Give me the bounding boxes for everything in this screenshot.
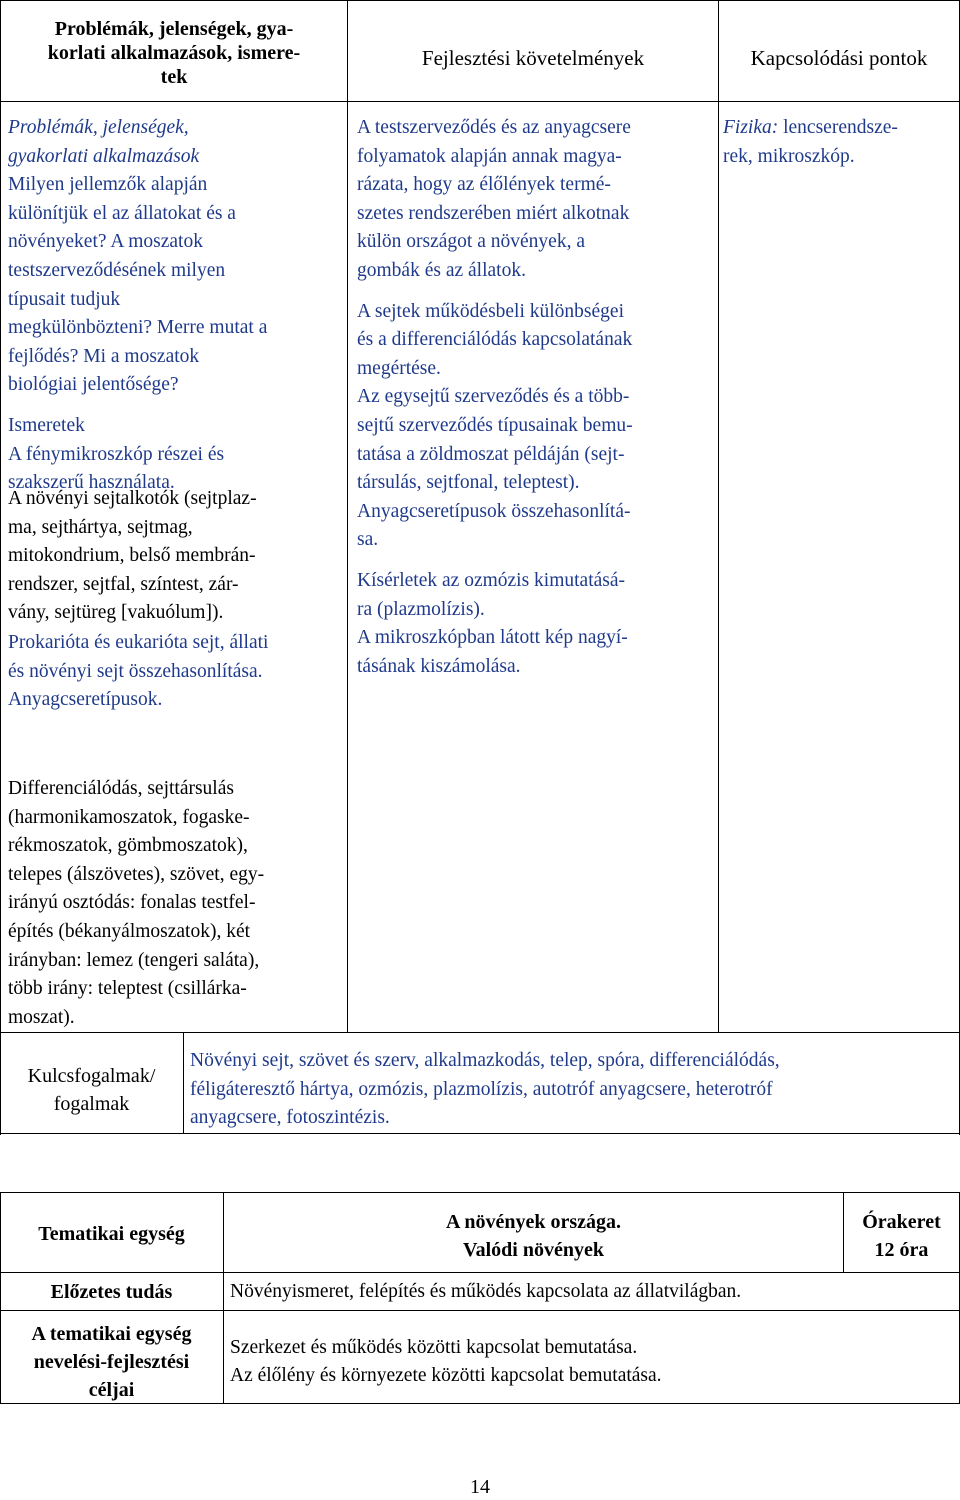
question-line: megkülönbözteni? Merre mutat a: [8, 317, 268, 339]
knowledge-line: A fénymikroszkóp részei és: [8, 443, 225, 465]
differentiation-cell: [8, 775, 346, 1032]
goals-label-line: nevelési-fejlesztési: [33, 1351, 190, 1373]
thematic-unit-table: [0, 1192, 960, 1404]
problems-cell: [8, 114, 346, 498]
subtitle-problems-line: gyakorlati alkalmazások: [8, 145, 200, 167]
knowledge-line: ma, sejthártya, sejtmag,: [8, 516, 193, 538]
hours-label: Órakeret: [862, 1211, 941, 1233]
page-number: 14: [470, 1476, 490, 1498]
req-line: ra (plazmolízis).: [357, 598, 485, 620]
req-line: Kísérletek az ozmózis kimutatásá-: [357, 569, 626, 591]
diff-line: telepes (álszövetes), szövet, egy-: [8, 863, 265, 885]
header-problems: [4, 17, 344, 89]
req-line: gombák és az állatok.: [357, 259, 526, 281]
question-line: biológiai jelentősége?: [8, 374, 179, 396]
req-line: sejtű szerveződés típusainak bemu-: [357, 414, 633, 436]
header-line: Problémák, jelenségek, gya-: [54, 18, 294, 40]
connection-text: rek, mikroszkóp.: [723, 145, 855, 167]
req-line: és a differenciálódás kapcsolatának: [357, 329, 633, 351]
req-line: rázata, hogy az élőlények termé-: [357, 174, 611, 196]
unit-title: [224, 1208, 843, 1264]
header-line: korlati alkalmazások, ismere-: [47, 42, 301, 64]
connections-cell: [723, 114, 957, 171]
hours-value: 12 óra: [874, 1239, 929, 1261]
req-line: Anyagcseretípusok összehasonlítá-: [357, 500, 631, 522]
diff-line: (harmonikamoszatok, fogaske-: [8, 806, 250, 828]
keywords-cell: [190, 1047, 955, 1133]
knowledge-line: Anyagcseretípusok.: [8, 689, 163, 711]
knowledge-line: rendszer, sejtfal, színtest, zár-: [8, 573, 239, 595]
req-line: Az egysejtű szerveződés és a több-: [357, 386, 630, 408]
keyword-line: anyagcsere, fotoszintézis.: [190, 1107, 390, 1129]
req-line: A mikroszkópban látott kép nagyí-: [357, 627, 628, 649]
comparison-cell: [8, 629, 346, 715]
diff-line: moszat).: [8, 1006, 75, 1028]
goals-label-line: céljai: [88, 1379, 135, 1401]
req-line: folyamatok alapján annak magya-: [357, 145, 622, 167]
goal-line: Az élőlény és környezete közötti kapcsolat bemutatása.: [230, 1365, 662, 1386]
keywords-label-line: Kulcsfogalmak/: [27, 1065, 156, 1087]
unit-title-line: Valódi növények: [463, 1239, 604, 1261]
goals-label: [0, 1320, 223, 1404]
req-line: tásának kiszámolása.: [357, 655, 521, 677]
req-line: sa.: [357, 529, 379, 551]
hours-cell: [844, 1208, 959, 1264]
question-line: típusait tudjuk: [8, 288, 121, 310]
subtitle-knowledge: Ismeretek: [8, 414, 85, 436]
subtitle-problems-line: Problémák, jelenségek,: [8, 117, 189, 138]
knowledge-cell: [8, 485, 346, 628]
prior-value: Növényismeret, felépítés és működés kapcsolata az állatvilágban.: [230, 1281, 742, 1302]
diff-line: irányban: lemez (tengeri saláta),: [8, 949, 260, 971]
keyword-line: Növényi sejt, szövet és szerv, alkalmazkodás, telep, spóra, differenciálódás,: [190, 1050, 780, 1071]
diff-line: építés (békanyálmoszatok), két: [8, 920, 251, 942]
prior-label: Előzetes tudás: [50, 1281, 173, 1303]
keywords-label: [0, 1062, 183, 1118]
question-line: fejlődés? Mi a moszatok: [8, 345, 200, 367]
header-connections: Kapcsolódási pontok: [750, 46, 928, 70]
question-line: testszerveződésének milyen: [8, 259, 226, 281]
diff-line: irányú osztódás: fonalas testfel-: [8, 892, 256, 914]
keywords-label-line: fogalmak: [53, 1093, 130, 1115]
subject-physics: Fizika:: [723, 117, 779, 138]
question-line: különítjük el az állatokat és a: [8, 202, 236, 224]
diff-line: több irány: teleptest (csillárka-: [8, 978, 247, 1000]
header-line: tek: [160, 66, 188, 88]
unit-title-line: A növények országa.: [446, 1211, 621, 1233]
question-line: növényeket? A moszatok: [8, 231, 203, 253]
knowledge-line: vány, sejtüreg [vakuólum]).: [8, 602, 224, 624]
keyword-line: féligáteresztő hártya, ozmózis, plazmolízis, autotróf anyagcsere, heterotróf: [190, 1078, 773, 1100]
goal-line: Szerkezet és működés közötti kapcsolat bemutatása.: [230, 1337, 638, 1358]
knowledge-line: Prokarióta és eukarióta sejt, állati: [8, 632, 269, 653]
knowledge-line: szakszerű használata.: [8, 472, 175, 494]
knowledge-line: A növényi sejtalkotók (sejtplaz-: [8, 488, 257, 509]
req-line: tatása a zöldmoszat példáján (sejt-: [357, 443, 625, 465]
req-line: megértése.: [357, 357, 441, 379]
connection-text: lencserendsze-: [778, 117, 898, 138]
req-line: A sejtek működésbeli különbségei: [357, 300, 625, 322]
unit-label: Tematikai egység: [38, 1223, 185, 1245]
req-line: társulás, sejtfonal, teleptest).: [357, 472, 580, 494]
knowledge-line: és növényi sejt összehasonlítása.: [8, 660, 263, 682]
goals-cell: [230, 1334, 955, 1390]
requirements-cell: [357, 114, 717, 681]
question-line: Milyen jellemzők alapján: [8, 174, 208, 196]
req-line: szetes rendszerében miért alkotnak: [357, 202, 630, 224]
diff-line: rékmoszatok, gömbmoszatok),: [8, 835, 248, 857]
req-line: külön országot a növények, a: [357, 231, 585, 253]
knowledge-line: mitokondrium, belső membrán-: [8, 545, 256, 567]
diff-line: Differenciálódás, sejttársulás: [8, 778, 234, 799]
header-requirements: Fejlesztési követelmények: [421, 46, 645, 70]
goals-label-line: A tematikai egység: [31, 1323, 192, 1345]
req-line: A testszerveződés és az anyagcsere: [357, 117, 631, 138]
